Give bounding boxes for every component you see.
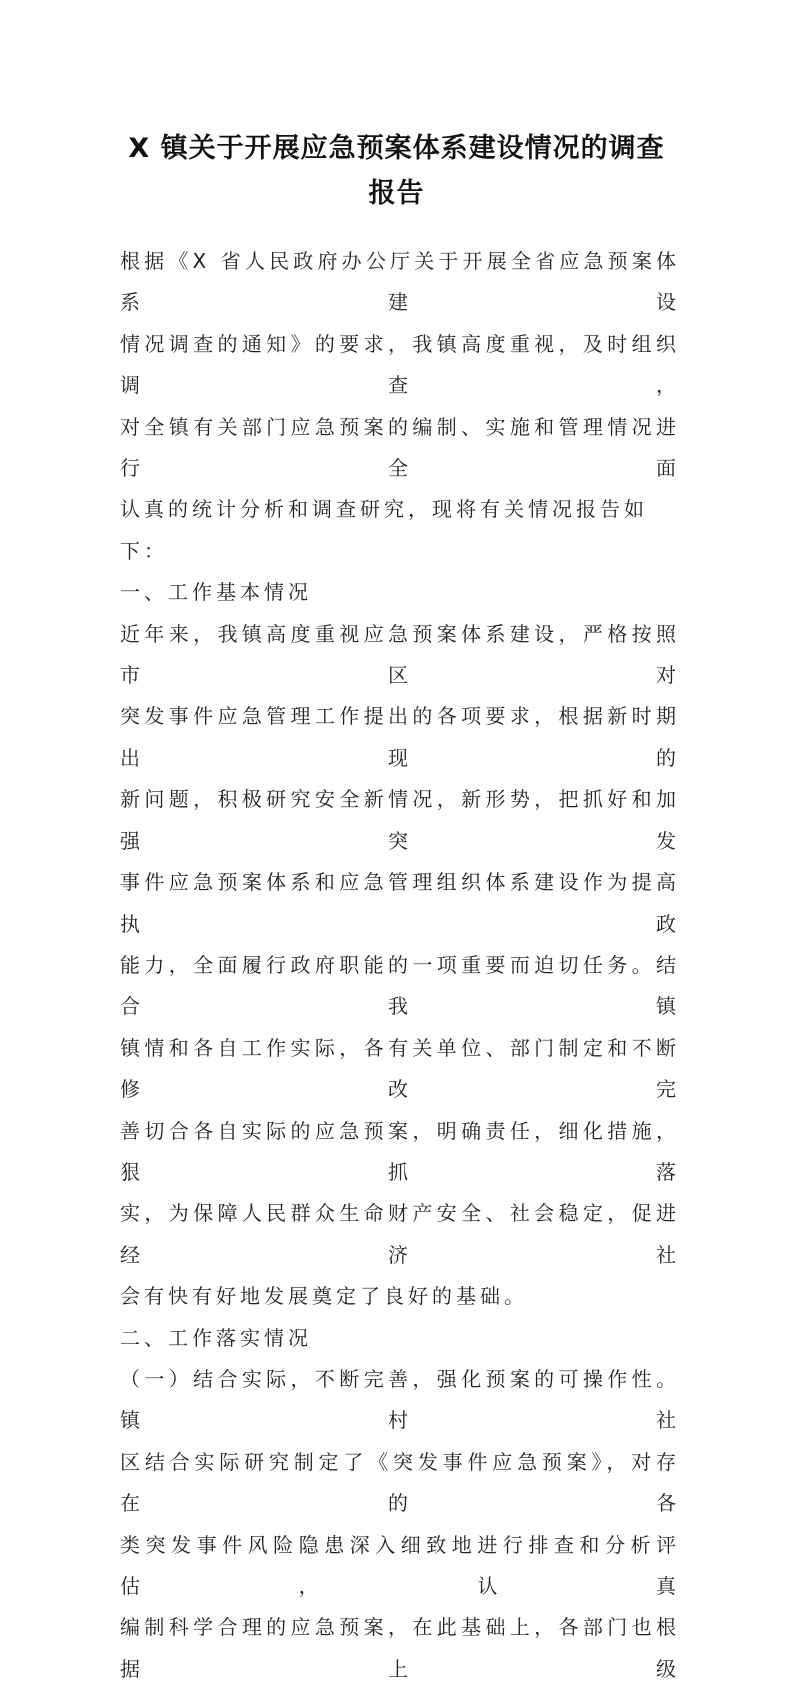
paragraph-line: 认真的统计分析和调查研究，现将有关情况报告如下： bbox=[120, 497, 648, 563]
paragraph-line: 能力，全面履行政府职能的一项重要而迫切任务。结合我镇 bbox=[120, 952, 680, 1019]
paragraph-line: 镇情和各自工作实际，各有关单位、部门制定和不断修改完 bbox=[120, 1035, 680, 1102]
document-title-continued: 报告 bbox=[368, 178, 425, 209]
paragraph-line: 情况调查的通知》的要求，我镇高度重视，及时组织调查， bbox=[120, 331, 680, 398]
paragraph-line: 近年来，我镇高度重视应急预案体系建设，严格按照市区对 bbox=[120, 621, 680, 688]
section-heading: 二、工作落实情况 bbox=[120, 1325, 312, 1350]
document-title: X 镇关于开展应急预案体系建设情况的调查 bbox=[128, 133, 665, 164]
paragraph-line: （一）结合实际，不断完善，强化预案的可操作性。镇村社 bbox=[120, 1366, 680, 1433]
paragraph-line: 对全镇有关部门应急预案的编制、实施和管理情况进行全面 bbox=[120, 414, 680, 481]
paragraph-line: 新问题，积极研究安全新情况，新形势，把抓好和加强突发 bbox=[120, 787, 680, 853]
paragraph-line: 突发事件应急管理工作提出的各项要求，根据新时期出现的 bbox=[120, 704, 680, 770]
paragraph-line: 类突发事件风险隐患深入细致地进行排查和分析评估，认真 bbox=[120, 1532, 680, 1598]
paragraph-line: 编制科学合理的应急预案，在此基础上，各部门也根据上级 bbox=[120, 1615, 680, 1681]
paragraph-line: 事件应急预案体系和应急管理组织体系建设作为提高执政 bbox=[120, 870, 680, 936]
document-body bbox=[120, 241, 680, 1690]
section-heading: 一、工作基本情况 bbox=[120, 580, 312, 605]
paragraph-line: 区结合实际研究制定了《突发事件应急预案》，对存在的各 bbox=[120, 1449, 680, 1516]
paragraph-line: 善切合各自实际的应急预案，明确责任，细化措施，狠抓落 bbox=[120, 1118, 680, 1184]
paragraph-line: 实，为保障人民群众生命财产安全、社会稳定，促进经济社 bbox=[120, 1201, 680, 1267]
paragraph-line: 会有快有好地发展奠定了良好的基础。 bbox=[120, 1284, 528, 1309]
paragraph-line: 根据《X 省人民政府办公厅关于开展全省应急预案体系建设 bbox=[120, 249, 680, 315]
